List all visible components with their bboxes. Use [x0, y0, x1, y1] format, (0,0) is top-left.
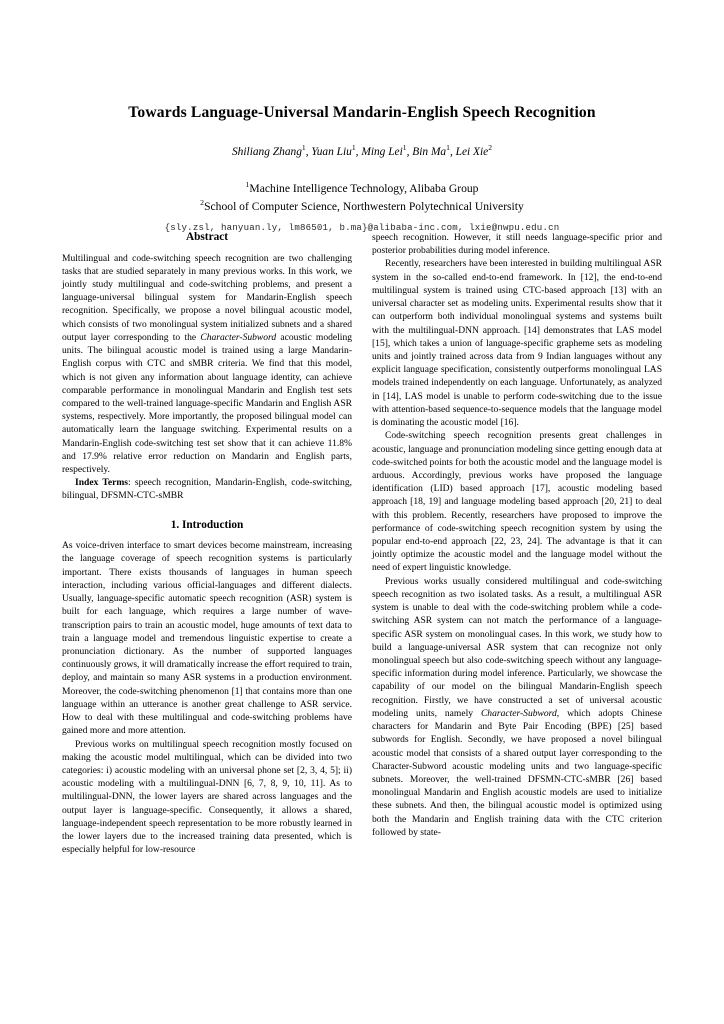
- author-name: Shiliang Zhang: [231, 146, 302, 159]
- author-entry: [311, 143, 356, 159]
- author-name: Ming Lei: [361, 146, 403, 159]
- author-affiliation-marker: 1: [402, 143, 407, 153]
- author-name: Yuan Liu: [311, 146, 352, 159]
- affiliation-line: [60, 179, 664, 197]
- intro-paragraph-1: As voice-driven interface to smart devices become mainstream, increasing the language coverage of speech recognition systems is particularly important. There exists thousands of languages in human speech interaction, including various official-languages and different dialects. Usually, language-specific automatic speech recognition (ASR) system is built for each language, which requires a large number of wave-transcription pairs to train an acoustic model, huge amounts of text data to train a language model and tremendous linguistic expertise to create a pronunciation dictionary. As the number of supported languages continuously grows, it will dramatically increase the effort required to train, deploy, and maintain so many ASR systems in a production environment. Moreover, the code-switching phenomenon [1] that contains more than one language within an utterance is another great challenge to ASR service. How to deal with these multilingual and code-switching problems have gained more and more attention.: [62, 540, 352, 737]
- introduction-heading: 1. Introduction: [170, 518, 244, 531]
- affiliation-marker: 1: [245, 180, 250, 190]
- author-name: Lei Xie: [455, 146, 489, 159]
- contact-emails: {sly.zsl, hanyuan.ly, lm86501, b.ma}@alibaba-inc.com, lxie@nwpu.edu.cn: [164, 221, 560, 233]
- abstract-heading: Abstract: [185, 231, 229, 243]
- index-terms: [62, 476, 352, 502]
- intro-paragraph-2: Previous works on multilingual speech recognition mostly focused on making the acoustic model multilingual, which can be divided into two categories: i) acoustic modeling with an universal phone set [2, 3, 4, 5]; ii) acoustic modeling with a multilingual-DNN [6, 7, 8, 9, 10, 11]. As to multilingual-DNN, the lower layers are shared across languages and the output layer is language-specific. Consequently, it allows a shared, language-independent speech representation to be more robustly learned in the lower layers due to the increased training data presented, which is especially helpful for low-resource: [62, 738, 352, 856]
- affiliation-marker: 2: [200, 198, 205, 208]
- intro-paragraph-2-continued: speech recognition. However, it still needs language-specific prior and posterior probabilities during model inference.: [372, 232, 662, 257]
- affiliation-line: [60, 197, 664, 215]
- author-entry: [412, 143, 450, 159]
- author-entry: [455, 143, 493, 159]
- author-entry: [361, 143, 407, 159]
- index-terms-values: speech recognition, Mandarin-English, code-switching, bilingual, DFSMN-CTC-sMBR: [62, 477, 352, 502]
- right-column: [372, 231, 662, 857]
- left-column: [62, 231, 352, 857]
- index-terms-separator: :: [128, 477, 135, 489]
- index-terms-label: Index Terms: [75, 477, 129, 489]
- intro-italic-term: Character-Subword: [480, 707, 557, 719]
- affiliation-text: Machine Intelligence Technology, Alibaba Group: [249, 181, 479, 195]
- abstract-body: [62, 252, 352, 477]
- affiliation-text: School of Computer Science, Northwestern Polytechnical University: [204, 200, 524, 214]
- abstract-italic-term: Character-Subword: [200, 331, 277, 343]
- author-affiliation-marker: 1: [351, 143, 356, 153]
- intro-paragraph-5: [372, 575, 662, 839]
- intro-paragraph-5-part-a: Previous works usually considered multilingual and code-switching speech recognition as two isolated tasks. As a result, a multilingual ASR system is unable to deal with the code-switching problem while a code-switching ASR system can not match the performance of a language-specific ASR system on monolingual cases. In this work, we study how to build a language-universal ASR system that can recognize not only monolingual speech but also code-switching speech without any language-specific information during model inference. Particularly, we showcase the capability of our model on the bilingual Mandarin-English speech recognition. Firstly, we have constructed a set of universal acoustic modeling units, namely: [372, 575, 662, 719]
- body-columns: [62, 231, 663, 857]
- page-title: Towards Language-Universal Mandarin-English Speech Recognition: [128, 104, 596, 121]
- paper-header: [0, 0, 724, 233]
- intro-paragraph-5-part-b: , which adopts Chinese characters for Mandarin and Byte Pair Encoding (BPE) [25] based subwords for English. Secondly, we have proposed a novel bilingual acoustic model that consists of a shared output layer corresponding to the Character-Subword acoustic modeling units and two language-specific subnets. Moreover, the well-trained DFSMN-CTC-sMBR [26] based monolingual Mandarin and English acoustic models are used to initialize these subnets. And then, the bilingual acoustic model is optimized using both the Mandarin and English training data with the CTC criterion followed by state-: [372, 707, 662, 838]
- author-affiliation-marker: 2: [488, 143, 493, 153]
- intro-paragraph-4: Code-switching speech recognition presents great challenges in acoustic, language and pronunciation modeling since getting enough data at code-switched points for both the acoustic model and the language model is arduous. Accordingly, previous works have proposed the language identification (LID) based approach [17], acoustic modeling based approach [18, 19] and language modeling based approach [20, 21] to deal with this problem. Recently, researchers have proposed to improve the performance of code-switching speech recognition system by using the popular end-to-end approach [22, 23, 24]. The advantage is that it can jointly optimize the acoustic model and the language model without the need of expert linguistic knowledge.: [372, 430, 662, 574]
- author-list: Shiliang Zhang$^1$, Yuan Liu$^1$, Ming Lei$^1$, Bin Ma$^1$, Lei Xie$^2$: [231, 143, 493, 159]
- author-affiliation-marker: 1: [446, 143, 450, 153]
- intro-paragraph-3: Recently, researchers have been interested in building multilingual ASR system in the so-called end-to-end framework. In [12], the end-to-end multilingual system is trained using CTC-based approach [13] with an universal character set as modeling units. Experimental results show that it can outperform both individual monolingual systems and systems built with the multilingual-DNN approach. [14] demonstrates that LAS model [15], which takes a union of language-specific grapheme sets as modeling units and jointly trained across data from 9 Indian languages without any explicit language specification, consistently outperforms monolingual LAS models trained independently on each language. Unfortunately, as analyzed in [14], LAS model is unable to perform code-switching due to the issue with attention-based sequence-to-sequence models that the language model is dominating the acoustic model [16].: [372, 258, 662, 429]
- author-entry: [231, 143, 306, 159]
- abstract-text-part1: Multilingual and code-switching speech recognition are two challenging tasks that are studied separately in many previous works. In this work, we jointly study multilingual and code-switching problems, and present a language-universal bilingual system for Mandarin-English speech recognition. Specifically, we propose a novel bilingual acoustic model, which consists of two monolingual system initialized subnets and a shared output layer corresponding to the: [62, 252, 352, 343]
- author-name: Bin Ma: [412, 146, 447, 159]
- affiliation-list: [60, 179, 664, 216]
- abstract-text-part2: acoustic modeling units. The bilingual acoustic model is trained using a large Mandarin-English corpus with CTC and sMBR criteria. We find that this model, which is not given any information about language identity, can achieve comparable performance in monolingual Mandarin and English test sets compared to the well-trained language-specific Mandarin and English ASR systems, respectively. More importantly, the proposed bilingual model can automatically learn the language switching. Experimental results on a Mandarin-English code-switching test set show that it can achieve 11.8% and 17.9% relative error reduction on Mandarin and English parts, respectively.: [62, 331, 352, 476]
- author-affiliation-marker: 1: [301, 143, 306, 153]
